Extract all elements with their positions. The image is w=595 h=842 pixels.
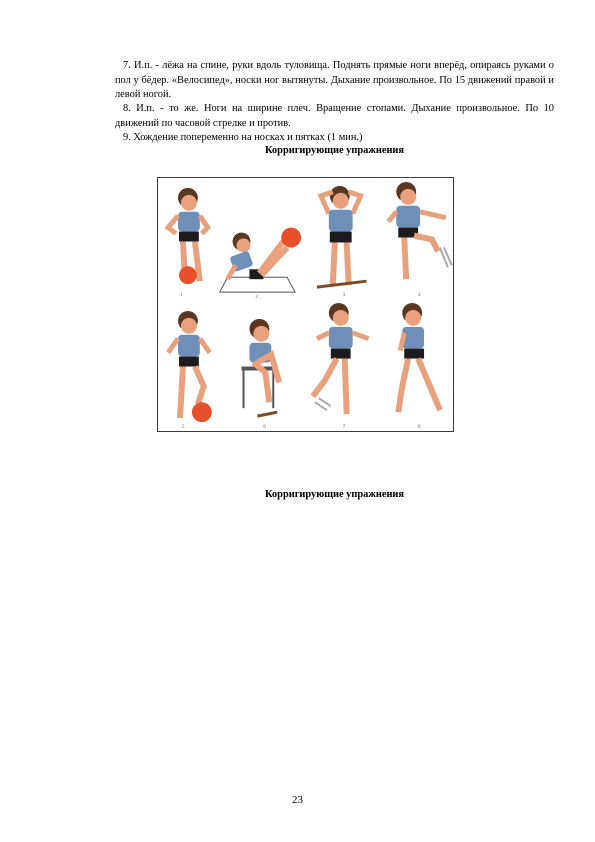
figure-number-7: 7 [342, 425, 346, 431]
figure-number-6: 6 [263, 425, 266, 431]
exercise-illustration [157, 177, 454, 432]
figure-number-4: 4 [418, 293, 421, 299]
figure-2-boy-legs-raised [220, 228, 301, 292]
paragraph-exercise-8: 8. И.п. - то же. Ноги на ширине плеч. Вращение стопами. Дыхание произвольное. По 10 движений по часовой стрелке и против. [115, 103, 554, 129]
paragraph-exercise-9: 9. Хождение попеременно на носках и пятках (1 мин.) [123, 132, 363, 143]
page-number: 23 [292, 794, 303, 806]
figure-number-8: 8 [418, 425, 421, 431]
figure-number-1: 1 [179, 293, 183, 299]
figure-5-boy-foot-on-ball [168, 311, 212, 422]
figure-number-3: 3 [342, 293, 346, 299]
section-heading-top: Корригирующие упражнения [264, 145, 405, 156]
figure-number-5: 5 [181, 425, 185, 431]
figure-8-boy-stepping [398, 303, 440, 412]
figure-4-boy-kicking-towel [388, 182, 451, 279]
figure-1-boy-with-ball [168, 188, 208, 284]
figure-6-boy-on-chair [242, 319, 280, 416]
paragraph-exercise-7: 7. И.п. - лёжа на спине, руки вдоль туловища. Поднять прямые ноги вперёд, опираясь руками о пол у бёдер. «Велосипед», носки ног вытянуты. Дыхание произвольное. По 15 движений правой и левой ногой. [115, 60, 554, 100]
figure-7-boy-walking [313, 303, 369, 414]
figure-number-2: 2 [255, 295, 258, 301]
figure-3-boy-hands-behind-head [317, 186, 367, 287]
section-heading-bottom: Корригирующие упражнения [264, 489, 405, 500]
